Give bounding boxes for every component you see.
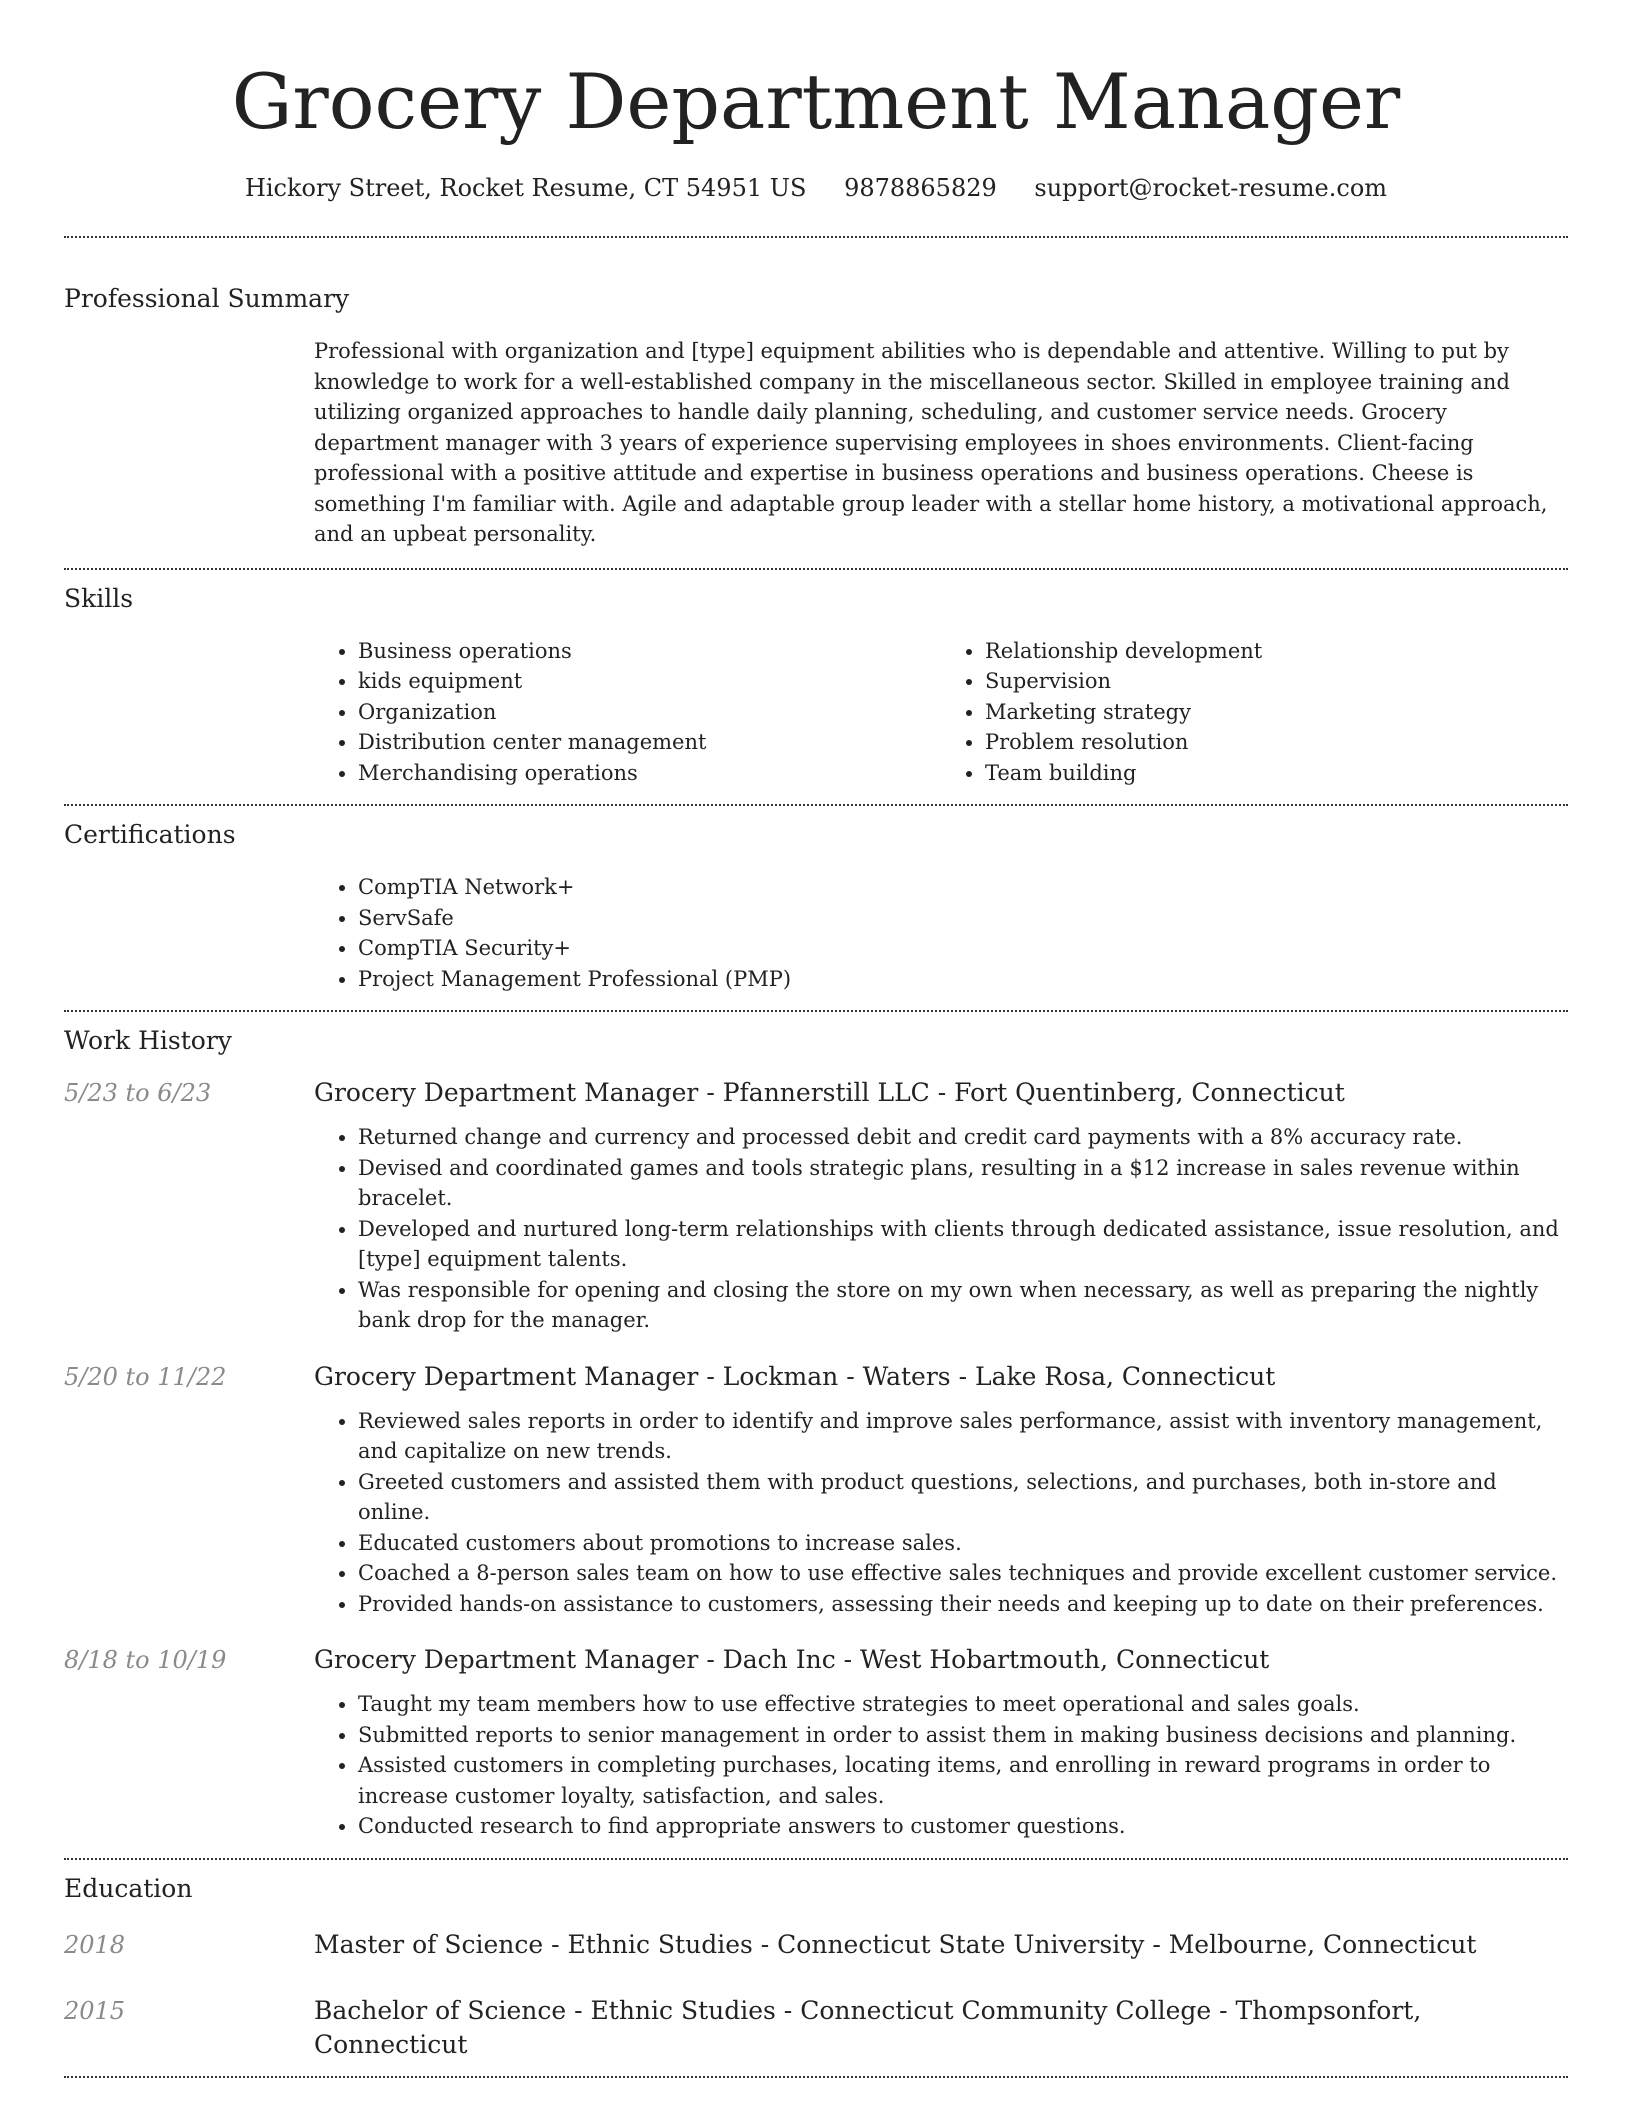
list-item: • Organization (358, 697, 941, 728)
skills-grid (314, 636, 1568, 789)
section-title-education: Education (64, 1873, 193, 1903)
list-item: • CompTIA Network+ (358, 872, 1568, 903)
list-item: • Team building (985, 758, 1568, 789)
job-heading: Grocery Department Manager - Dach Inc - West Hobartmouth, Connecticut (314, 1645, 1270, 1674)
contact-email: support@rocket-resume.com (1034, 174, 1388, 202)
list-item: • Greeted customers and assisted them with product questions, selections, and purchases, both in-store and online. (358, 1467, 1568, 1528)
job-header (64, 1076, 1568, 1110)
education-entry (64, 1994, 1568, 2062)
list-item: • Submitted reports to senior management in order to assist them in making business decisions and planning. (358, 1720, 1568, 1751)
job-entry (64, 1076, 1568, 1336)
section-title-certifications: Certifications (64, 820, 236, 849)
divider (64, 2076, 1568, 2078)
contact-phone: 9878865829 (844, 174, 997, 202)
list-item: • Developed and nurtured long-term relationships with clients through dedicated assistance, issue resolution, and [type] equipment talents. (358, 1214, 1568, 1275)
skills-list-right (941, 636, 1568, 789)
list-item: • Devised and coordinated games and tools strategic plans, resulting in a $12 increase in sales revenue within bracelet. (358, 1153, 1568, 1214)
certifications-content (314, 872, 1568, 994)
list-item: • Conducted research to find appropriate answers to customer questions. (358, 1811, 1568, 1842)
list-item: • Provided hands-on assistance to customers, assessing their needs and keeping up to date on their preferences. (358, 1589, 1568, 1620)
job-entry (64, 1643, 1568, 1842)
list-item: • Merchandising operations (358, 758, 941, 789)
job-dates: 5/23 to 6/23 (64, 1079, 212, 1107)
education-entry (64, 1928, 1568, 1962)
education-degree: Master of Science - Ethnic Studies - Connecticut State University - Melbourne, Connecticut (314, 1929, 1477, 1959)
job-heading: Grocery Department Manager - Pfannerstill LLC - Fort Quentinberg, Connecticut (314, 1078, 1345, 1107)
list-item: • Coached a 8-person sales team on how to use effective sales techniques and provide excellent customer service. (358, 1558, 1568, 1589)
education-degree: Bachelor of Science - Ethnic Studies - Connecticut Community College - Thompsonfort, Connecticut (314, 1995, 1422, 2059)
section-title-summary: Professional Summary (64, 284, 350, 313)
job-dates: 8/18 to 10/19 (64, 1646, 227, 1674)
list-item: • kids equipment (358, 666, 941, 697)
list-item: • Reviewed sales reports in order to identify and improve sales performance, assist with inventory management, and capitalize on new trends. (358, 1406, 1568, 1467)
list-item: • Business operations (358, 636, 941, 667)
resume-page (64, 0, 1568, 2078)
job-bullets (314, 1406, 1568, 1620)
education-year: 2015 (64, 1996, 126, 2025)
job-bullets (314, 1689, 1568, 1842)
section-title-work: Work History (64, 1026, 232, 1055)
list-item: • CompTIA Security+ (358, 933, 1568, 964)
list-item: • Was responsible for opening and closing the store on my own when necessary, as well as preparing the nightly bank drop for the manager. (358, 1275, 1568, 1336)
certifications-list (314, 872, 1568, 994)
job-details (314, 1122, 1568, 1336)
summary-text: Professional with organization and [type] equipment abilities who is dependable and attentive. Willing to put by knowledge to work for a well-established company in the miscellaneous sector. Skilled in employee training and utilizing organized approaches to handle daily planning, scheduling, and customer service needs. Grocery department manager with 3 years of experience supervising employees in shoes environments. Client-facing professional with a positive attitude and expertise in business operations and business operations. Cheese is something I'm familiar with. Agile and adaptable group leader with a stellar home history, a motivational approach, and an upbeat personality. (314, 339, 1548, 546)
list-item: • Taught my team members how to use effective strategies to meet operational and sales goals. (358, 1689, 1568, 1720)
list-item: • Problem resolution (985, 727, 1568, 758)
resume-name: Grocery Department Manager (231, 57, 1401, 146)
job-details (314, 1406, 1568, 1620)
list-item: • Distribution center management (358, 727, 941, 758)
skills-list-left (314, 636, 941, 789)
contact-line (64, 172, 1568, 204)
job-dates: 5/20 to 11/22 (64, 1362, 227, 1391)
job-details (314, 1689, 1568, 1842)
list-item: • Marketing strategy (985, 697, 1568, 728)
list-item: • Educated customers about promotions to increase sales. (358, 1528, 1568, 1559)
list-item: • Assisted customers in completing purchases, locating items, and enrolling in reward programs in order to increase customer loyalty, satisfaction, and sales. (358, 1750, 1568, 1811)
job-header (64, 1360, 1568, 1394)
list-item: • Project Management Professional (PMP) (358, 964, 1568, 995)
list-item: • Returned change and currency and processed debit and credit card payments with a 8% accuracy rate. (358, 1122, 1568, 1153)
job-header (64, 1643, 1568, 1677)
work-history-section (64, 1012, 1568, 1858)
summary-section (64, 238, 1568, 568)
list-item: • Supervision (985, 666, 1568, 697)
contact-address: Hickory Street, Rocket Resume, CT 54951 US (244, 174, 807, 202)
list-item: • ServSafe (358, 903, 1568, 934)
job-heading: Grocery Department Manager - Lockman - Waters - Lake Rosa, Connecticut (314, 1361, 1276, 1391)
list-item: • Relationship development (985, 636, 1568, 667)
job-bullets (314, 1122, 1568, 1336)
job-entry (64, 1360, 1568, 1620)
section-title-skills: Skills (64, 583, 134, 613)
education-year: 2018 (64, 1930, 126, 1959)
skills-section (64, 570, 1568, 805)
education-section (64, 1860, 1568, 2076)
certifications-section (64, 806, 1568, 1010)
